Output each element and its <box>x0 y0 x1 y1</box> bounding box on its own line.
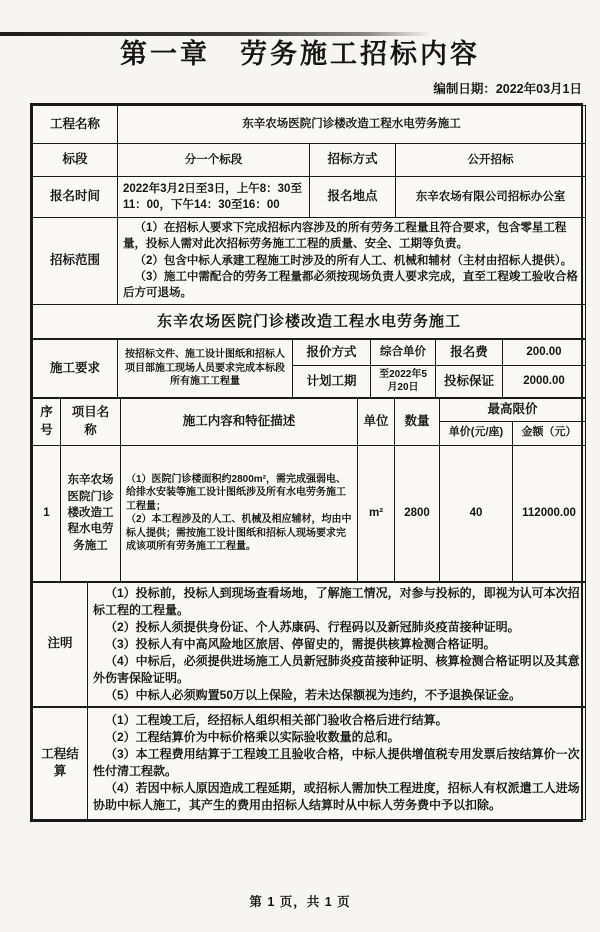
page-number: 第 1 页，共 1 页 <box>249 895 351 909</box>
table-row <box>33 177 586 218</box>
duration-label: 计划工期 <box>293 365 371 397</box>
notes-label: 注明 <box>33 582 88 706</box>
notes-row <box>33 582 586 706</box>
item-row <box>33 445 586 581</box>
requirement-label: 施工要求 <box>33 339 118 397</box>
signup-place-value: 东辛农场有限公司招标办公室 <box>396 177 586 218</box>
section-value: 分一个标段 <box>118 144 310 177</box>
project-name-label: 工程名称 <box>33 106 118 144</box>
item-name: 东辛农场医院门诊楼改造工程水电劳务施工 <box>61 445 121 581</box>
settlement-label: 工程结算 <box>33 707 88 819</box>
scope-label: 招标范围 <box>33 218 118 305</box>
item-unit-price: 40 <box>440 445 513 581</box>
fee-value: 200.00 <box>503 339 586 365</box>
note-line: （2）投标人须提供身份证、个人苏康码、行程码以及新冠肺炎疫苗接种证明。 <box>105 619 520 634</box>
col-unit-header: 单位 <box>358 398 395 445</box>
bid-document-table <box>30 103 583 822</box>
settlement-line: （2）工程结算价为中标价格乘以实际验收数量的总和。 <box>105 730 400 745</box>
bid-method-value: 公开招标 <box>396 144 586 177</box>
quote-method-value: 综合单价 <box>371 339 436 365</box>
settlement-row <box>33 707 586 819</box>
project-banner: 东辛农场医院门诊楼改造工程水电劳务施工 <box>33 304 586 338</box>
settlement-line: （1）工程竣工后，经招标人组织相关部门验收合格后进行结算。 <box>105 713 448 728</box>
quote-method-label: 报价方式 <box>293 339 371 365</box>
signup-time-value: 2022年3月2日至3日，上午8：30至11：00，下午14：30至16：00 <box>118 177 310 218</box>
requirement-table <box>32 339 586 398</box>
item-desc-line: （1）医院门诊楼面积约2800m²，需完成强弱电、给排水安装等施工设计图纸涉及所有水电劳务施工工程量； <box>126 473 347 512</box>
section-label: 标段 <box>33 144 118 177</box>
col-desc-header: 施工内容和特征描述 <box>121 398 358 445</box>
bond-value: 2000.00 <box>503 365 586 397</box>
requirement-text: 按招标文件、施工设计图纸和招标人项目部施工现场人员要求完成本标段所有施工工程量 <box>118 339 293 397</box>
table-row <box>33 339 586 365</box>
note-line: （3）投标人有中高风险地区旅居、停留史的，需提供核算检测合格证明。 <box>105 636 496 651</box>
settlement-line: （4）若因中标人原因造成工程延期，或招标人需加快工程进度，招标人有权派遣工人进场协助中标人施工，其产生的费用由招标人结算时从中标人劳务费中予以扣除。 <box>93 781 580 813</box>
signup-place-label: 报名地点 <box>310 177 396 218</box>
scope-line: （3）施工中需配合的劳务工程量都必须按现场负责人要求完成，直至工程竣工验收合格后方可退场。 <box>123 270 578 300</box>
signup-time-label: 报名时间 <box>33 177 118 218</box>
item-desc-line: （2）本工程涉及的人工、机械及相应辅材，均由中标人提供；需按施工设计图纸和招标人现场要求完成该项所有劳务施工工程量。 <box>126 514 352 553</box>
col-unitprice-header: 单价(元/座) <box>440 421 513 445</box>
scan-edge-artifact <box>0 32 432 36</box>
page-title: 第一章 劳务施工招标内容 <box>120 39 480 69</box>
col-amount-header: 金额（元） <box>513 421 586 445</box>
note-line: （1）投标前，投标人到现场查看场地，了解施工情况，对参与投标的，即视为认可本次招标工程的工程量。 <box>93 585 580 617</box>
col-qty-header: 数量 <box>395 398 440 445</box>
table-row <box>33 106 586 144</box>
project-name-value: 东辛农场医院门诊楼改造工程水电劳务施工 <box>118 106 586 144</box>
compile-date: 编制日期：2022年03月1日 <box>433 82 582 96</box>
table-row <box>33 218 586 305</box>
notes-table <box>32 582 586 707</box>
items-header-row <box>33 398 586 421</box>
scope-text <box>118 218 586 305</box>
bid-method-label: 招标方式 <box>310 144 396 177</box>
items-table <box>32 398 586 582</box>
banner-row <box>33 304 586 338</box>
settlement-table <box>32 707 586 820</box>
item-unit: m² <box>358 445 395 581</box>
fee-label: 报名费 <box>436 339 503 365</box>
settlement-line: （3）本工程费用结算于工程竣工且验收合格，中标人提供增值税专用发票后按结算价一次性付清工程款。 <box>93 747 580 779</box>
col-name-header: 项目名称 <box>61 398 121 445</box>
item-seq: 1 <box>33 445 61 581</box>
notes-text <box>88 582 586 706</box>
table-row <box>33 144 586 177</box>
col-seq-header: 序号 <box>33 398 61 445</box>
col-maxprice-header: 最高限价 <box>440 398 586 421</box>
note-line: （4）中标后，必须提供进场施工人员新冠肺炎疫苗接种证明、核算检测合格证明以及其意外伤害保险证明。 <box>93 653 580 685</box>
duration-value: 至2022年5月20日 <box>371 365 436 397</box>
bond-label: 投标保证 <box>436 365 503 397</box>
item-qty: 2800 <box>395 445 440 581</box>
item-desc <box>121 445 358 581</box>
note-line: （5）中标人必须购置50万以上保险，若未达保额视为违约，不予退换保证金。 <box>105 687 522 702</box>
item-amount: 112000.00 <box>513 445 586 581</box>
settlement-text <box>88 707 586 819</box>
scope-line: （1）在招标人要求下完成招标内容涉及的所有劳务工程量且符合要求，包含零星工程量，投标人需对此次招标劳务施工工程的质量、安全、工期等负责。 <box>123 222 567 251</box>
info-table <box>32 105 586 339</box>
scope-line: （2）包含中标人承建工程施工时涉及的所有人工、机械和辅材（主材由招标人提供）。 <box>134 254 573 267</box>
